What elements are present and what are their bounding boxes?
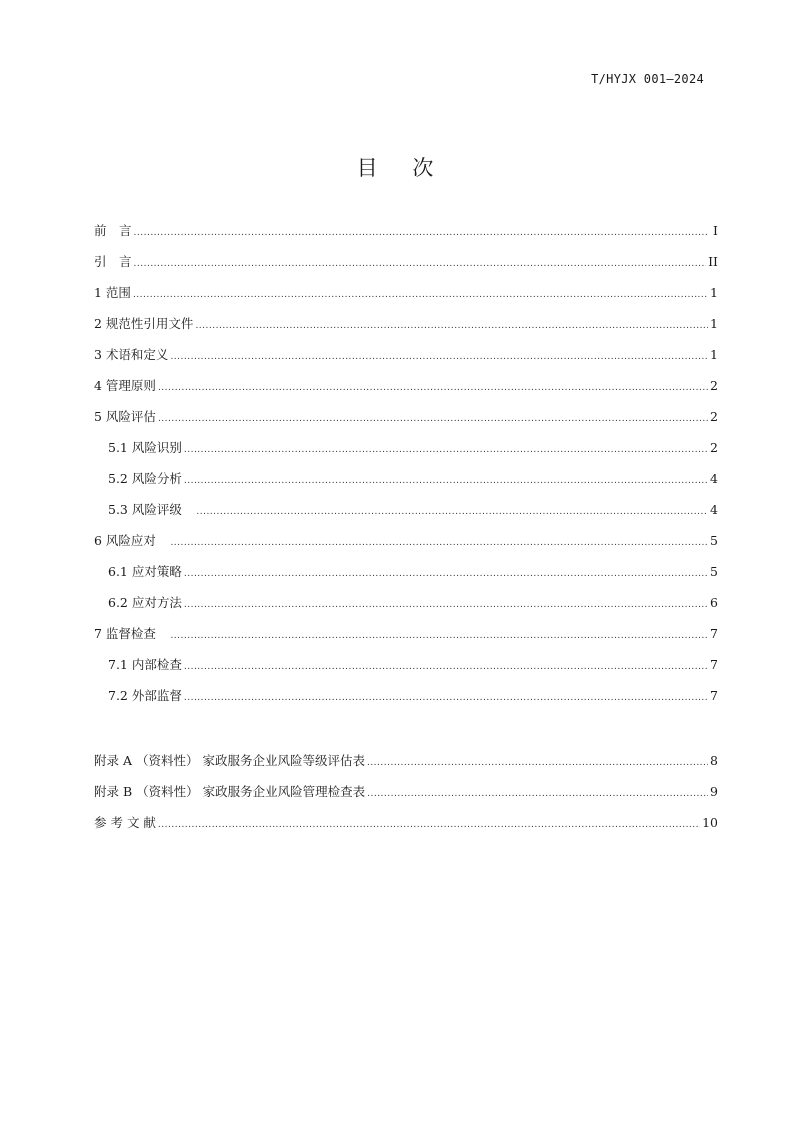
toc-subentry[interactable] bbox=[108, 469, 718, 489]
toc-entry-label: 6.1 应对策略 bbox=[108, 564, 182, 579]
toc-entry-label: 5 风险评估 bbox=[94, 409, 156, 424]
dot-leader bbox=[134, 254, 707, 274]
toc-entry-label: 6.2 应对方法 bbox=[108, 595, 182, 610]
toc-entry-page: II bbox=[708, 254, 718, 269]
dot-leader bbox=[184, 440, 708, 460]
dot-leader bbox=[184, 688, 708, 708]
dot-leader bbox=[133, 285, 708, 305]
toc-entry[interactable] bbox=[94, 531, 718, 551]
dot-leader bbox=[184, 471, 708, 491]
toc-entry-label: 前 言 bbox=[94, 223, 132, 238]
dot-leader bbox=[134, 223, 708, 243]
dot-leader bbox=[367, 753, 708, 773]
dot-leader bbox=[158, 378, 708, 398]
toc-entry-label: 2 规范性引用文件 bbox=[94, 316, 194, 331]
toc-entry-page: 1 bbox=[710, 285, 718, 300]
dot-leader bbox=[170, 347, 708, 367]
page-title: 目 次 bbox=[356, 156, 448, 180]
toc-entry[interactable] bbox=[94, 345, 718, 365]
toc-entry-label: 6 风险应对 bbox=[94, 533, 169, 548]
toc-entry-page: 10 bbox=[702, 815, 718, 830]
toc-entry-label: 7.2 外部监督 bbox=[108, 688, 182, 703]
toc-entry[interactable] bbox=[94, 624, 718, 644]
toc-entry-page: 2 bbox=[710, 378, 718, 393]
toc-entry-page: 4 bbox=[710, 471, 718, 486]
toc-entry-label: 引 言 bbox=[94, 254, 132, 269]
document-code: T/HYJX 001—2024 bbox=[591, 72, 704, 86]
toc-entry-label: 3 术语和定义 bbox=[94, 347, 169, 362]
dot-leader bbox=[170, 533, 708, 553]
toc-subentry[interactable] bbox=[108, 500, 718, 520]
toc-entry-label: 附录 B （资料性） 家政服务企业风险管理检查表 bbox=[94, 784, 366, 799]
toc-entry-page: 1 bbox=[710, 347, 718, 362]
toc-entry[interactable] bbox=[94, 407, 718, 427]
toc-entry-label: 4 管理原则 bbox=[94, 378, 156, 393]
toc-entry-page: 5 bbox=[710, 533, 718, 548]
dot-leader bbox=[367, 784, 708, 804]
toc-entry-page: 9 bbox=[710, 784, 718, 799]
toc-entry-page: 6 bbox=[710, 595, 718, 610]
dot-leader bbox=[184, 657, 708, 677]
toc-entry-page: 1 bbox=[710, 316, 718, 331]
dot-leader bbox=[158, 409, 708, 429]
toc-entry[interactable] bbox=[94, 221, 718, 241]
toc-entry-label: 1 范围 bbox=[94, 285, 131, 300]
toc-entry-label: 7.1 内部检查 bbox=[108, 657, 182, 672]
toc-references-entry[interactable] bbox=[94, 813, 718, 833]
toc-entry-page: 4 bbox=[710, 502, 718, 517]
toc-entry-page: I bbox=[713, 223, 718, 238]
toc-subentry[interactable] bbox=[108, 593, 718, 613]
toc-appendix-entry[interactable] bbox=[94, 751, 718, 771]
toc-subentry[interactable] bbox=[108, 438, 718, 458]
dot-leader bbox=[195, 316, 708, 336]
toc-appendix-entry[interactable] bbox=[94, 782, 718, 802]
toc-entry-page: 7 bbox=[710, 626, 718, 641]
toc-entry-label: 附录 A （资料性） 家政服务企业风险等级评估表 bbox=[94, 753, 365, 768]
toc-subentry[interactable] bbox=[108, 655, 718, 675]
toc-entry-page: 7 bbox=[710, 657, 718, 672]
dot-leader bbox=[184, 564, 708, 584]
toc-entry[interactable] bbox=[94, 283, 718, 303]
toc-entry-page: 7 bbox=[710, 688, 718, 703]
toc-entry-page: 2 bbox=[710, 440, 718, 455]
toc-entry-page: 5 bbox=[710, 564, 718, 579]
toc-entry-page: 8 bbox=[710, 753, 718, 768]
dot-leader bbox=[170, 626, 708, 646]
toc-entry-label: 5.1 风险识别 bbox=[108, 440, 182, 455]
toc-entry-label: 5.3 风险评级 bbox=[108, 502, 195, 517]
toc-entry[interactable] bbox=[94, 376, 718, 396]
toc-entry-page: 2 bbox=[710, 409, 718, 424]
dot-leader bbox=[196, 502, 708, 522]
toc-entry-label: 5.2 风险分析 bbox=[108, 471, 182, 486]
toc-entry-label: 7 监督检查 bbox=[94, 626, 169, 641]
toc-entry[interactable] bbox=[94, 314, 718, 334]
toc-entry[interactable] bbox=[94, 252, 718, 272]
toc-subentry[interactable] bbox=[108, 562, 718, 582]
dot-leader bbox=[184, 595, 708, 615]
dot-leader bbox=[158, 815, 700, 835]
toc-entry-label: 参 考 文 献 bbox=[94, 815, 156, 830]
toc-subentry[interactable] bbox=[108, 686, 718, 706]
